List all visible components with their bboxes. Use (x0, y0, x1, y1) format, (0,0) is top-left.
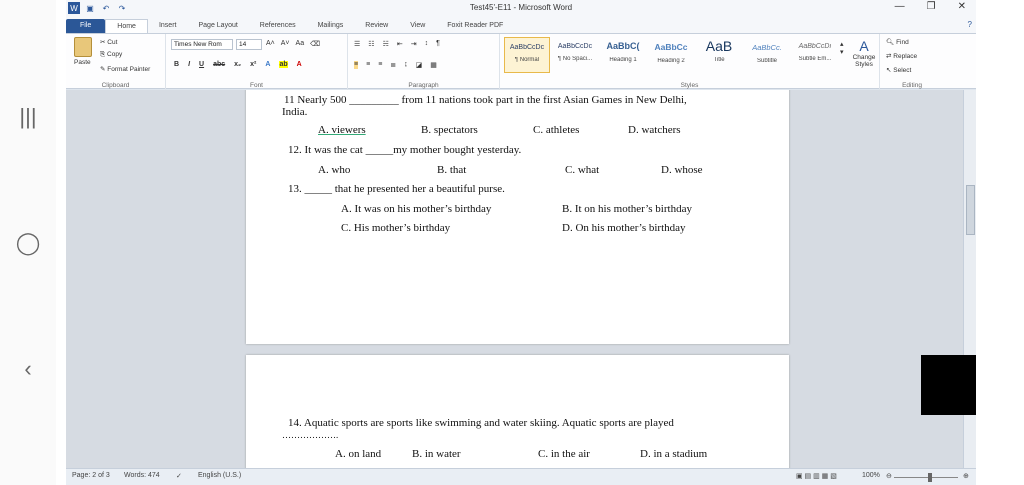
style-heading-2[interactable]: AaBbCc Heading 2 (654, 42, 688, 64)
line-spacing-icon[interactable]: ↨ (404, 61, 408, 68)
sort-icon[interactable]: ↕ (424, 40, 429, 47)
superscript-icon[interactable]: x² (250, 61, 257, 68)
q11-option-b: B. spectators (421, 124, 478, 136)
word-logo-icon: W (68, 2, 80, 14)
tab-review[interactable]: Review (365, 22, 389, 29)
select-icon: ↖ (886, 67, 894, 74)
borders-icon[interactable]: ▦ (430, 62, 437, 69)
help-icon[interactable]: ? (967, 20, 972, 29)
list-tools-row (354, 40, 440, 48)
font-label: Font (249, 82, 263, 89)
zoom-slider[interactable] (894, 477, 958, 478)
brush-icon: ✎ (100, 66, 108, 73)
editing-label: Editing (902, 82, 922, 89)
page-count[interactable]: Page: 2 of 3 (72, 472, 110, 479)
android-nav-bar (0, 0, 56, 485)
style-title[interactable]: AaB Title (705, 38, 733, 63)
question-13: 13. _____ that he presented her a beautiful purse. (288, 183, 505, 195)
zoom-in-icon[interactable]: ⊕ (963, 473, 969, 480)
zoom-slider-handle[interactable] (928, 473, 932, 482)
question-14-blank: ………………. (282, 430, 339, 440)
underline-icon[interactable]: U (199, 61, 205, 68)
q14-option-a: A. on land (335, 448, 382, 460)
multilevel-list-icon[interactable]: ☵ (382, 41, 389, 48)
font-group (166, 34, 348, 90)
q12-option-d: D. whose (661, 164, 703, 176)
find-icon: 🔍︎ (886, 39, 897, 46)
back-icon[interactable]: ‹ (24, 356, 32, 381)
editing-group (880, 34, 944, 90)
font-family-select[interactable]: Times New Rom (171, 39, 233, 50)
paragraph-group (348, 34, 500, 90)
replace-button[interactable]: ⇄ Replace (886, 53, 918, 60)
restore-button[interactable]: ❐ (926, 1, 936, 12)
tab-foxit-reader-pdf[interactable]: Foxit Reader PDF (447, 22, 504, 29)
title-bar (66, 0, 976, 18)
tab-view[interactable]: View (410, 22, 426, 29)
black-overlay (921, 355, 977, 415)
format-painter-button[interactable]: ✎ Format Painter (100, 66, 151, 73)
q11-option-d: D. watchers (628, 124, 681, 136)
q13-option-d: D. On his mother’s birthday (562, 222, 686, 234)
find-button[interactable]: 🔍︎ Find (886, 39, 909, 46)
font-size-select[interactable]: 14 (236, 39, 262, 50)
page-1 (246, 90, 789, 344)
paste-icon[interactable] (74, 37, 92, 57)
clipboard-label: Clipboard (101, 82, 130, 89)
align-tools-row (354, 61, 437, 69)
clipboard-group (66, 34, 166, 90)
language[interactable]: English (U.S.) (198, 472, 242, 479)
undo-icon[interactable]: ↶ (102, 3, 110, 13)
redo-icon[interactable]: ↷ (118, 3, 126, 13)
style-heading-1[interactable]: AaBbC( Heading 1 (606, 41, 640, 63)
font-format-row (174, 61, 302, 68)
font-tools-row (266, 40, 320, 48)
replace-icon: ⇄ (886, 53, 894, 60)
q13-option-b: B. It on his mother’s birthday (562, 203, 692, 215)
copy-button[interactable]: ⎘ Copy (100, 51, 123, 58)
align-left-icon[interactable]: ≡ (354, 61, 359, 68)
view-mode-icons[interactable]: ▣ ▤ ▥ ▦ ▧ (796, 473, 837, 480)
q11-option-a: A. viewers (318, 124, 366, 136)
cut-icon: ✂ (100, 39, 108, 46)
q14-option-b: B. in water (412, 448, 461, 460)
grow-font-icon[interactable]: A˄ (266, 40, 275, 47)
change-case-icon[interactable]: Aa (295, 40, 305, 47)
style-no-spacing[interactable]: AaBbCcDc ¶ No Spaci... (557, 43, 593, 62)
ribbon (66, 33, 976, 89)
styles-scroll-icon[interactable]: ▴ ▾ (840, 41, 844, 56)
justify-icon[interactable]: ≣ (390, 62, 397, 69)
increase-indent-icon[interactable]: ⇥ (410, 41, 417, 48)
bold-icon[interactable]: B (174, 61, 180, 68)
decrease-indent-icon[interactable]: ⇤ (396, 41, 403, 48)
tab-home[interactable]: Home (105, 19, 148, 33)
change-styles-icon: A (859, 38, 869, 54)
text-effects-icon[interactable]: A (265, 61, 271, 68)
tab-mailings[interactable]: Mailings (317, 22, 344, 29)
question-12: 12. It was the cat _____my mother bought yesterday. (288, 144, 522, 156)
tab-page-layout[interactable]: Page Layout (198, 22, 238, 29)
q14-option-c: C. in the air (538, 448, 590, 460)
question-11: 11 Nearly 500 _________ from 11 nations took part in the first Asian Games in New Delhi, (284, 94, 687, 106)
tab-file[interactable]: File (66, 19, 105, 33)
question-11-cont: India. (282, 106, 308, 118)
shading-icon[interactable]: ◪ (415, 62, 423, 69)
tab-insert[interactable]: Insert (158, 22, 177, 29)
change-styles-button[interactable]: A Change Styles (850, 38, 878, 68)
page-2 (246, 355, 789, 468)
minimize-button[interactable]: — (894, 1, 905, 12)
q14-option-d: D. in a stadium (640, 448, 708, 460)
align-center-icon[interactable]: ≡ (366, 61, 371, 68)
styles-label: Styles (680, 82, 699, 89)
q12-option-a: A. who (318, 164, 351, 176)
q13-option-c: C. His mother’s birthday (341, 222, 451, 234)
home-icon[interactable]: ◯ (15, 230, 41, 255)
styles-group (500, 34, 880, 90)
word-count[interactable]: Words: 474 (124, 472, 160, 479)
zoom-out-icon[interactable]: ⊖ (886, 473, 892, 480)
cut-button[interactable]: ✂ Cut (100, 39, 118, 46)
recent-apps-icon[interactable]: ||| (19, 104, 37, 129)
font-color-icon[interactable]: A (296, 61, 302, 68)
highlight-icon[interactable]: ab (279, 61, 288, 68)
scroll-thumb[interactable] (966, 185, 975, 235)
save-icon[interactable]: ▣ (86, 3, 94, 13)
document-area[interactable] (66, 90, 966, 468)
ribbon-tabs (66, 18, 976, 33)
close-button[interactable]: ✕ (957, 1, 966, 12)
italic-icon[interactable]: I (188, 61, 191, 68)
paste-button[interactable]: Paste (74, 59, 91, 66)
copy-icon: ⎘ (100, 51, 108, 58)
strikethrough-icon[interactable]: abc (213, 61, 226, 68)
proofing-icon[interactable]: ✓ (176, 473, 182, 480)
numbering-icon[interactable]: ☷ (368, 41, 375, 48)
status-bar (66, 468, 976, 485)
window-title: Test45'-E11 - Microsoft Word (469, 3, 573, 12)
align-right-icon[interactable]: ≡ (378, 61, 383, 68)
pilcrow-icon[interactable]: ¶ (436, 40, 440, 47)
tab-references[interactable]: References (259, 22, 296, 29)
paragraph-label: Paragraph (408, 82, 439, 89)
subscript-icon[interactable]: x₂ (234, 61, 242, 68)
select-button[interactable]: ↖ Select (886, 67, 912, 74)
style-subtle-emphasis[interactable]: AaBbCcDı Subtle Em... (798, 43, 832, 62)
q12-option-b: B. that (437, 164, 467, 176)
zoom-level[interactable]: 100% (862, 472, 880, 479)
right-margin (976, 0, 1024, 485)
style-normal[interactable]: AaBbCcDc ¶ Normal (504, 37, 550, 73)
clear-format-icon[interactable]: ⌫ (310, 41, 320, 48)
q12-option-c: C. what (565, 164, 600, 176)
q11-option-c: C. athletes (533, 124, 580, 136)
shrink-font-icon[interactable]: A˅ (280, 40, 290, 47)
bullets-icon[interactable]: ☰ (354, 41, 361, 48)
q13-option-a: A. It was on his mother’s birthday (341, 203, 492, 215)
style-subtitle[interactable]: AaBbCc. Subtitle (752, 43, 782, 64)
word-window (66, 0, 976, 485)
question-14: 14. Aquatic sports are sports like swimming and water skiing. Aquatic sports are played (288, 417, 674, 429)
